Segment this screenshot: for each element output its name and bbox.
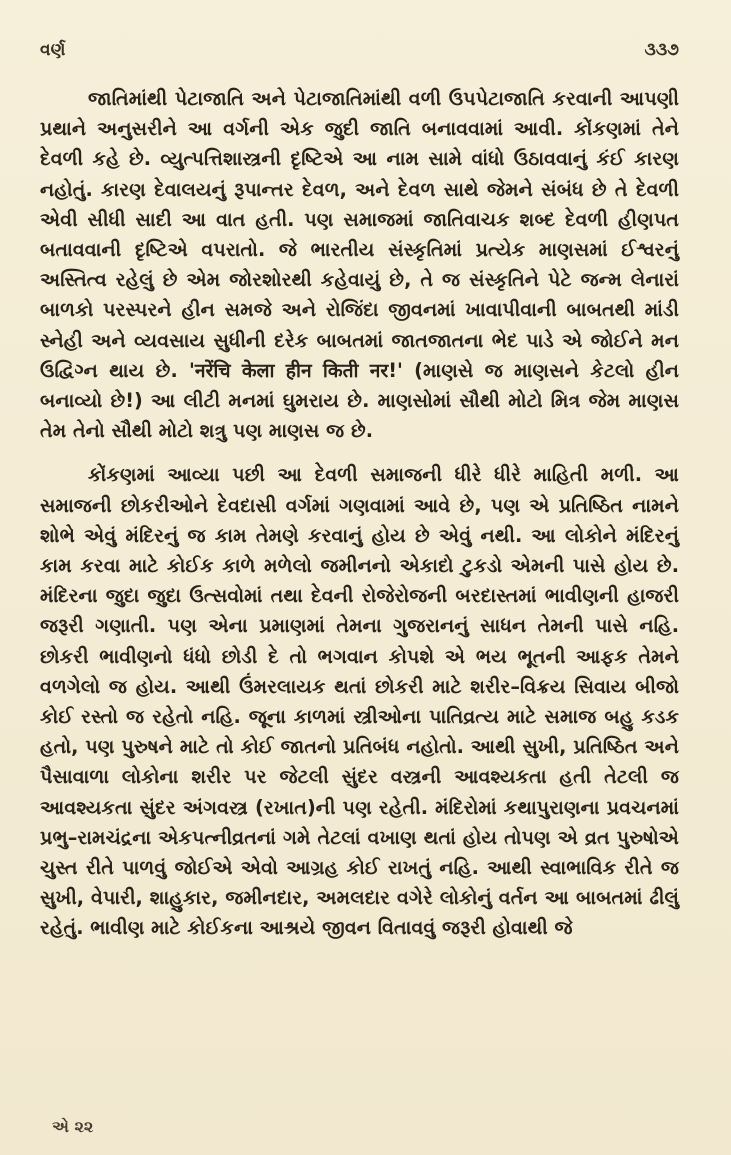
running-head: વર્ણ (40, 40, 66, 60)
paragraph-1: જાતિમાંથી પેટાજાતિ અને પેટાજાતિમાંથી વળી ઉપપેટાજાતિ કરવાની આપણી પ્રથાને અનુસરીને આ વર્ગની એક જુદી જાતિ બનાવવામાં આવી. કોંકણમાં તેને દેવળી કહે છે. વ્યુત્પત્તિશાસ્ત્રની દૃષ્ટિએ આ નામ સામે વાંધો ઉઠાવવાનું કંઈ કારણ નહોતું. કારણ દેવાલયનું રૂપાન્તર દેવળ, અને દેવળ સાથે જેમને સંબંધ છે તે દેવળી એવી સીધી સાદી આ વાત હતી. પણ સમાજમાં જાતિવાચક શબ્દ દેવળી હીણપત બતાવવાની દૃષ્ટિએ વપરાતો. જે ભારતીય સંસ્કૃતિમાં પ્રત્યેક માણસમાં ઈશ્વરનું અસ્તિત્વ રહેલું છે એમ જોરશોરથી કહેવાયું છે, તે જ સંસ્કૃતિને પેટે જન્મ લેનારાં બાળકો પરસ્પરને હીન સમજે અને રોજિંદા જીવનમાં ખાવાપીવાની બાબતથી માંડી સ્નેહી અને વ્યવસાય સુધીની દરેક બાબતમાં જાતજાતના ભેદ પાડે એ જોઈને મન ઉદ્વિગ્ન થાય છે. 'नरेंचि केला हीन किती नर!' (માણસે જ માણસને કેટલો હીન બનાવ્યો છે!) આ લીટી મનમાં ઘુમરાય છે. માણસોમાં સૌથી મોટો મિત્ર જેમ માણસ તેમ તેનો સૌથી મોટો શત્રુ પણ માણસ જ છે. (40, 87, 679, 443)
page-number: ૩૩૭ (644, 40, 679, 60)
paragraph-2: કોંકણમાં આવ્યા પછી આ દેવળી સમાજની ધીરે ધીરે માહિતી મળી. આ સમાજની છોકરીઓને દેવદાસી વર્ગમાં ગણવામાં આવે છે, પણ એ પ્રતિષ્ઠિત નામને શોભે એવું મંદિરનું જ કામ તેમણે કરવાનું હોય છે એવું નથી. આ લોકોને મંદિરનું કામ કરવા માટે કોઈક કાળે મળેલો જમીનનો એકાદો ટુકડો એમની પાસે હોય છે. મંદિરના જુદા જુદા ઉત્સવોમાં તથા દેવની રોજેરોજની બરદાસ્તમાં ભાવીણની હાજરી જરૂરી ગણાતી. પણ એના પ્રમાણમાં તેમના ગુજરાનનું સાધન તેમની પાસે નહિ. છોકરી ભાવીણનો ધંધો છોડી દે તો ભગવાન કોપશે એ ભય ભૂતની આફક તેમને વળગેલો જ હોય. આથી ઉંમરલાયક થતાં છોકરી માટે શરીર–વિક્રય સિવાય બીજો કોઈ રસ્તો જ રહેતો નહિ. જૂના કાળમાં સ્ત્રીઓના પાતિવ્રત્ય માટે સમાજ બહુ કડક હતો, પણ પુરુષને માટે તો કોઈ જાતનો પ્રતિબંધ નહોતો. આથી સુખી, પ્રતિષ્ઠિત અને પૈસાવાળા લોકોના શરીર પર જેટલી સુંદર વસ્ત્રની આવશ્યકતા હતી તેટલી જ આવશ્યકતા સુંદર અંગવસ્ત્ર (રખાત)ની પણ રહેતી. મંદિરોમાં કથાપુરાણના પ્રવચનમાં પ્રભુ–રામચંદ્રના એકપત્નીવ્રતનાં ગમે તેટલાં વખાણ થતાં હોય તોપણ એ વ્રત પુરુષોએ ચુસ્ત રીતે પાળવું જોઈએ એવો આગ્રહ કોઈ રાખતું નહિ. આથી સ્વાભાવિક રીતે જ સુખી, વેપારી, શાહુકાર, જમીનદાર, અમલદાર વગેરે લોકોનું વર્તન આ બાબતમાં ઢીલું રહેતું. ભાવીણ માટે કોઈકના આશ્રયે જીવન વિતાવવું જરૂરી હોવાથી જે (40, 463, 679, 940)
page-header (40, 40, 679, 84)
page-body (40, 84, 679, 944)
signature-mark: એ ૨૨ (52, 1117, 94, 1136)
